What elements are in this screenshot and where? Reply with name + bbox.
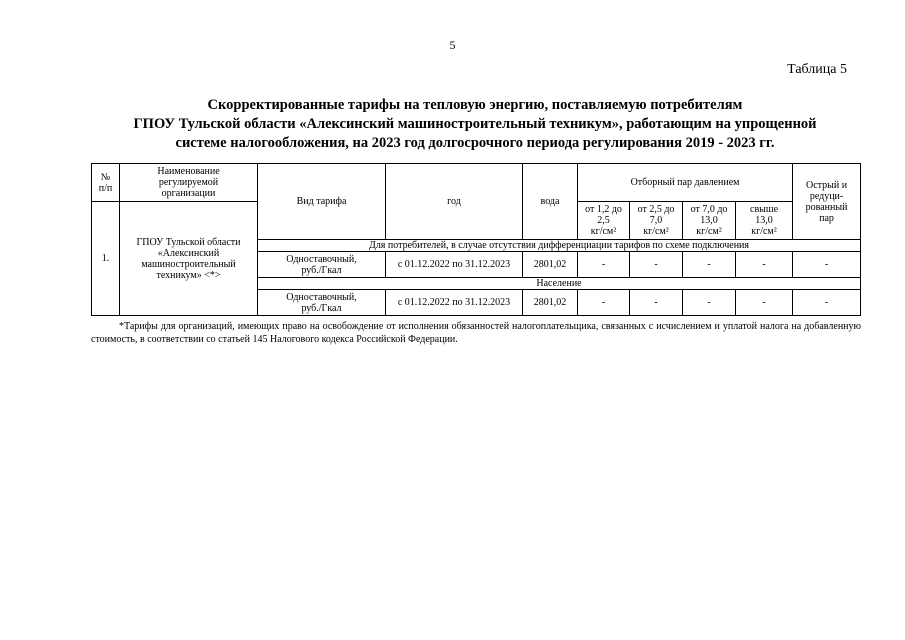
header-steam-1-unit: кг/см² <box>590 226 617 237</box>
tariff-type-cell <box>258 252 386 278</box>
period-cell: с 01.12.2022 по 31.12.2023 <box>386 290 523 316</box>
organization-line-1: ГПОУ Тульской области <box>136 236 241 248</box>
header-steam-3-line-2: 13,0 <box>700 215 718 226</box>
header-sharp-line-4: пар <box>819 212 834 224</box>
header-sharp-line-2: редуци- <box>809 190 844 202</box>
header-steam-3-line-1: от 7,0 до <box>690 204 728 215</box>
heading-line-3: системе налогообложения, на 2023 год долгосрочного периода регулирования 2019 - 2023 гг. <box>175 135 775 151</box>
header-steam-1 <box>578 202 630 240</box>
header-number <box>92 164 120 202</box>
steam-2-value: - <box>630 290 683 316</box>
header-steam-2-line-2: 7,0 <box>649 215 663 226</box>
header-year: год <box>386 164 523 240</box>
document-heading <box>95 96 855 153</box>
header-organization <box>120 164 258 202</box>
tariff-type-line-1: Одноставочный, <box>286 291 357 303</box>
header-steam-3-unit: кг/см² <box>696 226 722 237</box>
tariff-type-line-2: руб./Гкал <box>301 264 342 276</box>
header-number-line-1: № <box>100 171 111 183</box>
header-tariff-type: Вид тарифа <box>258 164 386 240</box>
header-organization-line-2: регулируемой <box>158 177 219 188</box>
header-steam-4 <box>736 202 793 240</box>
table-label: Таблица 5 <box>787 62 847 77</box>
organization-name <box>120 202 258 316</box>
row-number: 1. <box>92 202 120 316</box>
steam-1-value: - <box>578 290 630 316</box>
steam-3-value: - <box>683 290 736 316</box>
header-steam-group: Отборный пар давлением <box>578 164 793 202</box>
tariff-type-cell <box>258 290 386 316</box>
header-number-line-2: п/п <box>98 182 113 194</box>
section-title: Население <box>258 278 861 290</box>
header-steam-4-line-1: свыше <box>750 204 779 215</box>
tariff-type-line-1: Одноставочный, <box>286 253 357 265</box>
steam-2-value: - <box>630 252 683 278</box>
organization-line-3: машиностроительный <box>141 258 236 270</box>
header-sharp-line-3: рованный <box>805 201 848 213</box>
steam-3-value: - <box>683 252 736 278</box>
header-organization-line-1: Наименование <box>157 166 220 177</box>
header-steam-1-line-1: от 1,2 до <box>585 204 622 215</box>
steam-4-value: - <box>736 290 793 316</box>
header-steam-1-line-2: 2,5 <box>597 215 610 226</box>
tariff-type-line-2: руб./Гкал <box>301 302 342 314</box>
header-steam-2-line-1: от 2,5 до <box>637 204 675 215</box>
header-steam-4-line-2: 13,0 <box>755 215 773 226</box>
header-steam-2-unit: кг/см² <box>643 226 669 237</box>
header-water: вода <box>523 164 578 240</box>
header-sharp-steam <box>793 164 861 240</box>
page-number: 5 <box>449 38 456 52</box>
period-cell: с 01.12.2022 по 31.12.2023 <box>386 252 523 278</box>
organization-line-4: техникум» <*> <box>156 269 221 281</box>
water-value: 2801,02 <box>523 252 578 278</box>
header-sharp-line-1: Острый и <box>805 179 848 191</box>
water-value: 2801,02 <box>523 290 578 316</box>
organization-line-2: «Алексинский <box>157 247 220 259</box>
sharp-steam-value: - <box>793 290 861 316</box>
heading-line-1: Скорректированные тарифы на тепловую энергию, поставляемую потребителям <box>207 97 743 113</box>
tariff-table <box>91 163 861 316</box>
header-organization-line-3: организации <box>161 188 216 199</box>
footnote: *Тарифы для организаций, имеющих право на освобождение от исполнения обязанностей налогоплательщика, связанных с исчислением и уплатой налога на добавленную стоимость, в соответствии со статьей 145 Налогового кодекса Российской Федерации. <box>91 321 861 345</box>
header-steam-2 <box>630 202 683 240</box>
header-steam-3 <box>683 202 736 240</box>
steam-4-value: - <box>736 252 793 278</box>
steam-1-value: - <box>578 252 630 278</box>
heading-line-2: ГПОУ Тульской области «Алексинский машиностроительный техникум», работающим на упрощенной <box>133 116 817 132</box>
header-steam-4-unit: кг/см² <box>751 226 777 237</box>
section-title: Для потребителей, в случае отсутствия дифференциации тарифов по схеме подключения <box>258 240 861 252</box>
sharp-steam-value: - <box>793 252 861 278</box>
